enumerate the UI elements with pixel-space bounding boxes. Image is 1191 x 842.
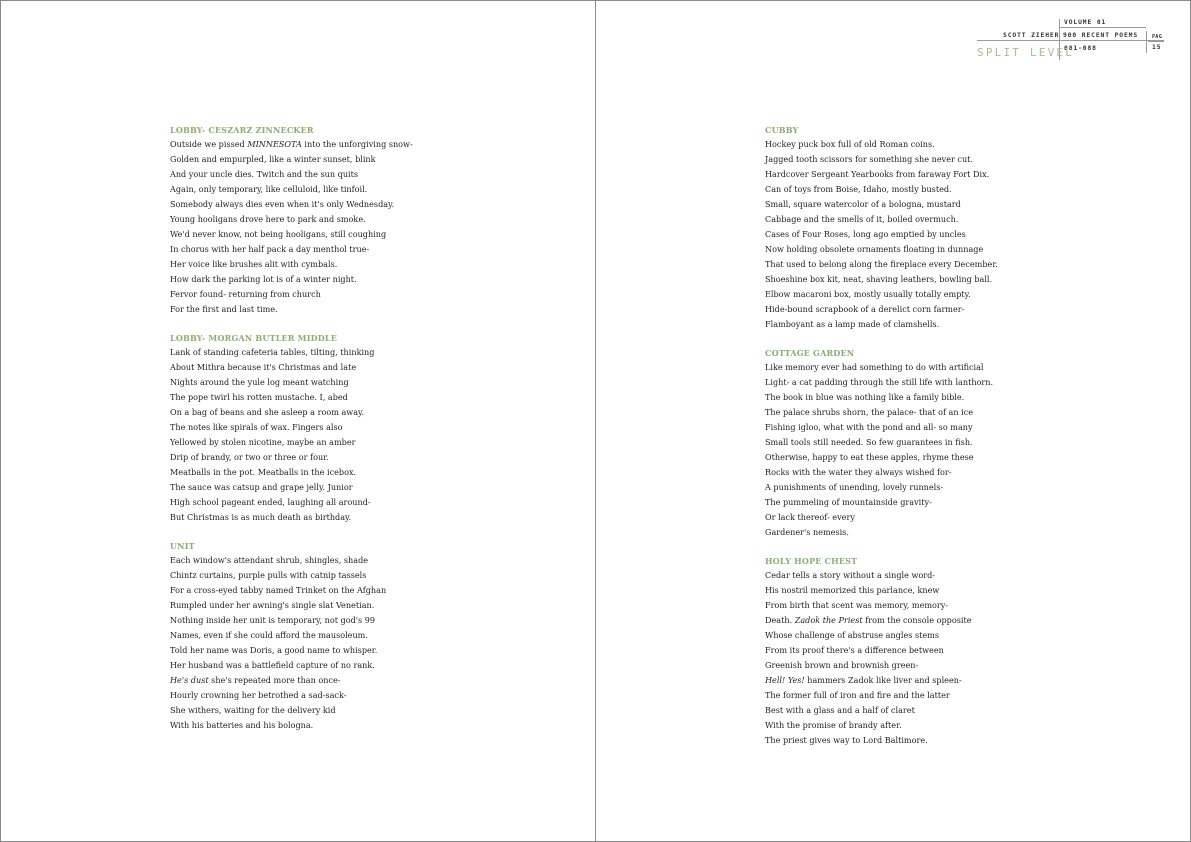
line-text: From its proof there's a difference between <box>765 645 944 655</box>
line-text: Her voice like brushes alit with cymbals. <box>170 259 338 269</box>
poem-line <box>170 673 470 688</box>
poem-line <box>765 583 1065 598</box>
line-text: Cedar tells a story without a single word- <box>765 570 936 580</box>
poem-line <box>765 272 1065 287</box>
section-title: SPLIT LEVEL <box>977 46 1075 59</box>
line-text: Drip of brandy, or two or three or four. <box>170 452 329 462</box>
line-text: Cases of Four Roses, long ago emptied by uncles <box>765 229 966 239</box>
line-text: Lank of standing cafeteria tables, tilting, thinking <box>170 347 375 357</box>
line-text: Now holding obsolete ornaments floating in dunnage <box>765 244 984 254</box>
poem-title: COTTAGE GARDEN <box>765 348 855 358</box>
poem-line <box>765 658 1065 673</box>
poem-line <box>170 420 470 435</box>
line-text: She withers, waiting for the delivery kid <box>170 705 336 715</box>
line-text: With the promise of brandy after. <box>765 720 902 730</box>
poem-title: LOBBY- CESZARZ ZINNECKER <box>170 125 314 135</box>
poem-line <box>765 465 1065 480</box>
line-text: into the unforgiving snow- <box>301 139 413 149</box>
line-text: Gardener's nemesis. <box>765 527 849 537</box>
page-gutter <box>595 0 596 842</box>
poem-line <box>170 182 470 197</box>
line-text: Hardcover Sergeant Yearbooks from faraway Fort Dix. <box>765 169 990 179</box>
poem-line <box>170 568 470 583</box>
line-text: Fervor found- returning from church <box>170 289 321 299</box>
line-text: Flamboyant as a lamp made of clamshells. <box>765 319 940 329</box>
poem-lobby-morgan-butler-middle <box>170 332 470 525</box>
line-text: For the first and last time. <box>170 304 278 314</box>
poem-line <box>170 167 470 182</box>
poem-line <box>765 703 1065 718</box>
poem-line <box>170 628 470 643</box>
poem-line <box>765 510 1065 525</box>
line-text: Elbow macaroni box, mostly usually totally empty. <box>765 289 971 299</box>
line-text: Rumpled under her awning's single slat Venetian. <box>170 600 375 610</box>
line-text: For a cross-eyed tabby named Trinket on the Afghan <box>170 585 387 595</box>
poem-line <box>170 197 470 212</box>
line-text: In chorus with her half pack a day menthol true- <box>170 244 370 254</box>
poem-line <box>170 553 470 568</box>
poem-title: LOBBY- MORGAN BUTLER MIDDLE <box>170 333 338 343</box>
poem-line <box>765 197 1065 212</box>
poem-holy-hope-chest <box>765 555 1065 748</box>
line-text: Otherwise, happy to eat these apples, rhyme these <box>765 452 974 462</box>
line-text: Hourly crowning her betrothed a sad-sack- <box>170 690 347 700</box>
poem-line <box>765 495 1065 510</box>
line-italic-text: He's dust <box>170 675 209 685</box>
line-text: Again, only temporary, like celluloid, like tinfoil. <box>170 184 368 194</box>
line-text: Yellowed by stolen nicotine, maybe an amber <box>170 437 356 447</box>
line-text: Hide-bound scrapbook of a derelict corn farmer- <box>765 304 965 314</box>
header-page-label: PAG <box>1152 34 1163 40</box>
line-text: His nostril memorized this parlance, knew <box>765 585 940 595</box>
poem-line <box>170 480 470 495</box>
line-text: Light- a cat padding through the still life with lanthorn. <box>765 377 994 387</box>
line-italic-text: MINNESOTA <box>247 139 302 149</box>
poem-line <box>765 227 1065 242</box>
line-text: That used to belong along the fireplace every December. <box>765 259 998 269</box>
line-text: With his batteries and his bologna. <box>170 720 314 730</box>
line-text: Told her name was Doris, a good name to whisper. <box>170 645 378 655</box>
line-text: Shoeshine box kit, neat, shaving leathers, bowling ball. <box>765 274 993 284</box>
line-text: Nights around the yule log meant watching <box>170 377 349 387</box>
poem-line <box>170 375 470 390</box>
poem-line <box>170 137 470 152</box>
poem-line <box>170 212 470 227</box>
line-italic-text: Zadok the Priest <box>794 615 863 625</box>
line-text: Young hooligans drove here to park and smoke. <box>170 214 366 224</box>
poem-line <box>765 435 1065 450</box>
line-text: Small, square watercolor of a bologna, mustard <box>765 199 961 209</box>
line-text: How dark the parking lot is of a winter night. <box>170 274 357 284</box>
line-text: Somebody always dies even when it's only Wednesday. <box>170 199 395 209</box>
line-text: Small tools still needed. So few guarantees in fish. <box>765 437 973 447</box>
line-text: Golden and empurpled, like a winter sunset, blink <box>170 154 376 164</box>
poem-line <box>170 510 470 525</box>
header-rule-top <box>1060 27 1146 28</box>
line-text: Meatballs in the pot. Meatballs in the icebox. <box>170 467 357 477</box>
line-text: The palace shrubs shorn, the palace- that of an ice <box>765 407 974 417</box>
poem-line <box>765 628 1065 643</box>
poem-line <box>765 405 1065 420</box>
line-text: And your uncle dies. Twitch and the sun quits <box>170 169 359 179</box>
line-text: The sauce was catsup and grape jelly. Junior <box>170 482 353 492</box>
poem-lobby-ceszarz-zinnecker <box>170 124 470 317</box>
header-collection: 900 RECENT POEMS <box>1063 32 1139 39</box>
poem-line <box>170 450 470 465</box>
header-rule-pag <box>1148 41 1164 42</box>
line-text: The book in blue was nothing like a family bible. <box>765 392 965 402</box>
poem-line <box>170 583 470 598</box>
poem-line <box>765 525 1065 540</box>
line-text: The former full of iron and fire and the latter <box>765 690 950 700</box>
line-text: Jagged tooth scissors for something she never cut. <box>765 154 973 164</box>
line-text: Each window's attendant shrub, shingles, shade <box>170 555 369 565</box>
line-text: Can of toys from Boise, Idaho, mostly busted. <box>765 184 952 194</box>
poem-line <box>765 360 1065 375</box>
line-text: Best with a glass and a half of claret <box>765 705 915 715</box>
line-text: The priest gives way to Lord Baltimore. <box>765 735 928 745</box>
line-text: On a bag of beans and she asleep a room away. <box>170 407 365 417</box>
poem-line <box>170 613 470 628</box>
header-volume: VOLUME 01 <box>1064 19 1107 26</box>
line-text: Greenish brown and brownish green- <box>765 660 919 670</box>
poem-line <box>170 405 470 420</box>
poem-line <box>170 152 470 167</box>
poem-line <box>765 167 1065 182</box>
poem-line <box>765 137 1065 152</box>
left-column <box>170 124 470 748</box>
poem-line <box>765 242 1065 257</box>
poem-line <box>170 718 470 733</box>
poem-cubby <box>765 124 1065 332</box>
line-text: A punishments of unending, lovely runnels- <box>765 482 944 492</box>
poem-line <box>765 182 1065 197</box>
poem-line <box>765 257 1065 272</box>
line-text: Names, even if she could afford the mausoleum. <box>170 630 368 640</box>
poem-line <box>170 302 470 317</box>
poem-line <box>765 673 1065 688</box>
poem-line <box>765 420 1065 435</box>
poem-title: HOLY HOPE CHEST <box>765 556 858 566</box>
line-text: Chintz curtains, purple pulls with catnip tassels <box>170 570 367 580</box>
poem-line <box>170 688 470 703</box>
line-text: Cabbage and the smells of it, boiled overmuch. <box>765 214 959 224</box>
poem-line <box>170 242 470 257</box>
poem-line <box>170 598 470 613</box>
poem-line <box>170 257 470 272</box>
line-text: Rocks with the water they always wished for- <box>765 467 952 477</box>
line-text: Death. <box>765 615 795 625</box>
poem-line <box>765 390 1065 405</box>
line-text: But Christmas is as much death as birthday. <box>170 512 352 522</box>
poem-title: CUBBY <box>765 125 799 135</box>
line-text: The pummeling of mountainside gravity- <box>765 497 932 507</box>
poem-line <box>765 613 1065 628</box>
poem-line <box>170 435 470 450</box>
line-text: Fishing igloo, what with the pond and all- so many <box>765 422 973 432</box>
line-text: Like memory ever had something to do with artificial <box>765 362 984 372</box>
poem-line <box>765 568 1065 583</box>
header-range: 081-088 <box>1064 45 1097 52</box>
poem-cottage-garden <box>765 347 1065 540</box>
header-author: SCOTT ZIEHER <box>1003 32 1060 39</box>
poem-line <box>765 212 1065 227</box>
poem-line <box>170 703 470 718</box>
right-column <box>765 124 1065 763</box>
line-text: Her husband was a battlefield capture of no rank. <box>170 660 375 670</box>
line-text: Whose challenge of abstruse angles stems <box>765 630 940 640</box>
line-text: The notes like spirals of wax. Fingers also <box>170 422 343 432</box>
line-text: Nothing inside her unit is temporary, not god's 99 <box>170 615 376 625</box>
poem-line <box>170 465 470 480</box>
line-text: hammers Zadok like liver and spleen- <box>804 675 962 685</box>
poem-line <box>765 598 1065 613</box>
poem-line <box>765 718 1065 733</box>
poem-title: UNIT <box>170 541 195 551</box>
poem-line <box>170 227 470 242</box>
poem-line <box>170 360 470 375</box>
line-text: From birth that scent was memory, memory- <box>765 600 949 610</box>
poem-line <box>765 480 1065 495</box>
poem-line <box>765 643 1065 658</box>
header-page-number: 15 <box>1152 44 1162 51</box>
line-text: We'd never know, not being hooligans, still coughing <box>170 229 387 239</box>
poem-line <box>170 390 470 405</box>
poem-line <box>170 658 470 673</box>
poem-line <box>765 317 1065 332</box>
poem-line <box>765 375 1065 390</box>
line-text: High school pageant ended, laughing all around- <box>170 497 371 507</box>
line-text: The pope twirl his rotten mustache. I, abed <box>170 392 348 402</box>
poem-line <box>170 272 470 287</box>
line-text: Hockey puck box full of old Roman coins. <box>765 139 935 149</box>
poem-line <box>765 733 1065 748</box>
line-italic-text: Hell! Yes! <box>765 675 805 685</box>
poem-line <box>765 302 1065 317</box>
line-text: Or lack thereof- every <box>765 512 855 522</box>
poem-line <box>170 495 470 510</box>
poem-line <box>170 287 470 302</box>
poem-line <box>765 450 1065 465</box>
line-text: from the console opposite <box>862 615 972 625</box>
poem-line <box>765 152 1065 167</box>
line-text: Outside we pissed <box>170 139 248 149</box>
header-divider-2 <box>1146 31 1147 53</box>
header-rule-mid <box>977 40 1164 41</box>
poem-line <box>170 345 470 360</box>
poem-line <box>170 643 470 658</box>
poem-line <box>765 688 1065 703</box>
poem-line <box>765 287 1065 302</box>
poem-unit <box>170 540 470 733</box>
line-text: About Mithra because it's Christmas and late <box>170 362 357 372</box>
line-text: she's repeated more than once- <box>208 675 341 685</box>
